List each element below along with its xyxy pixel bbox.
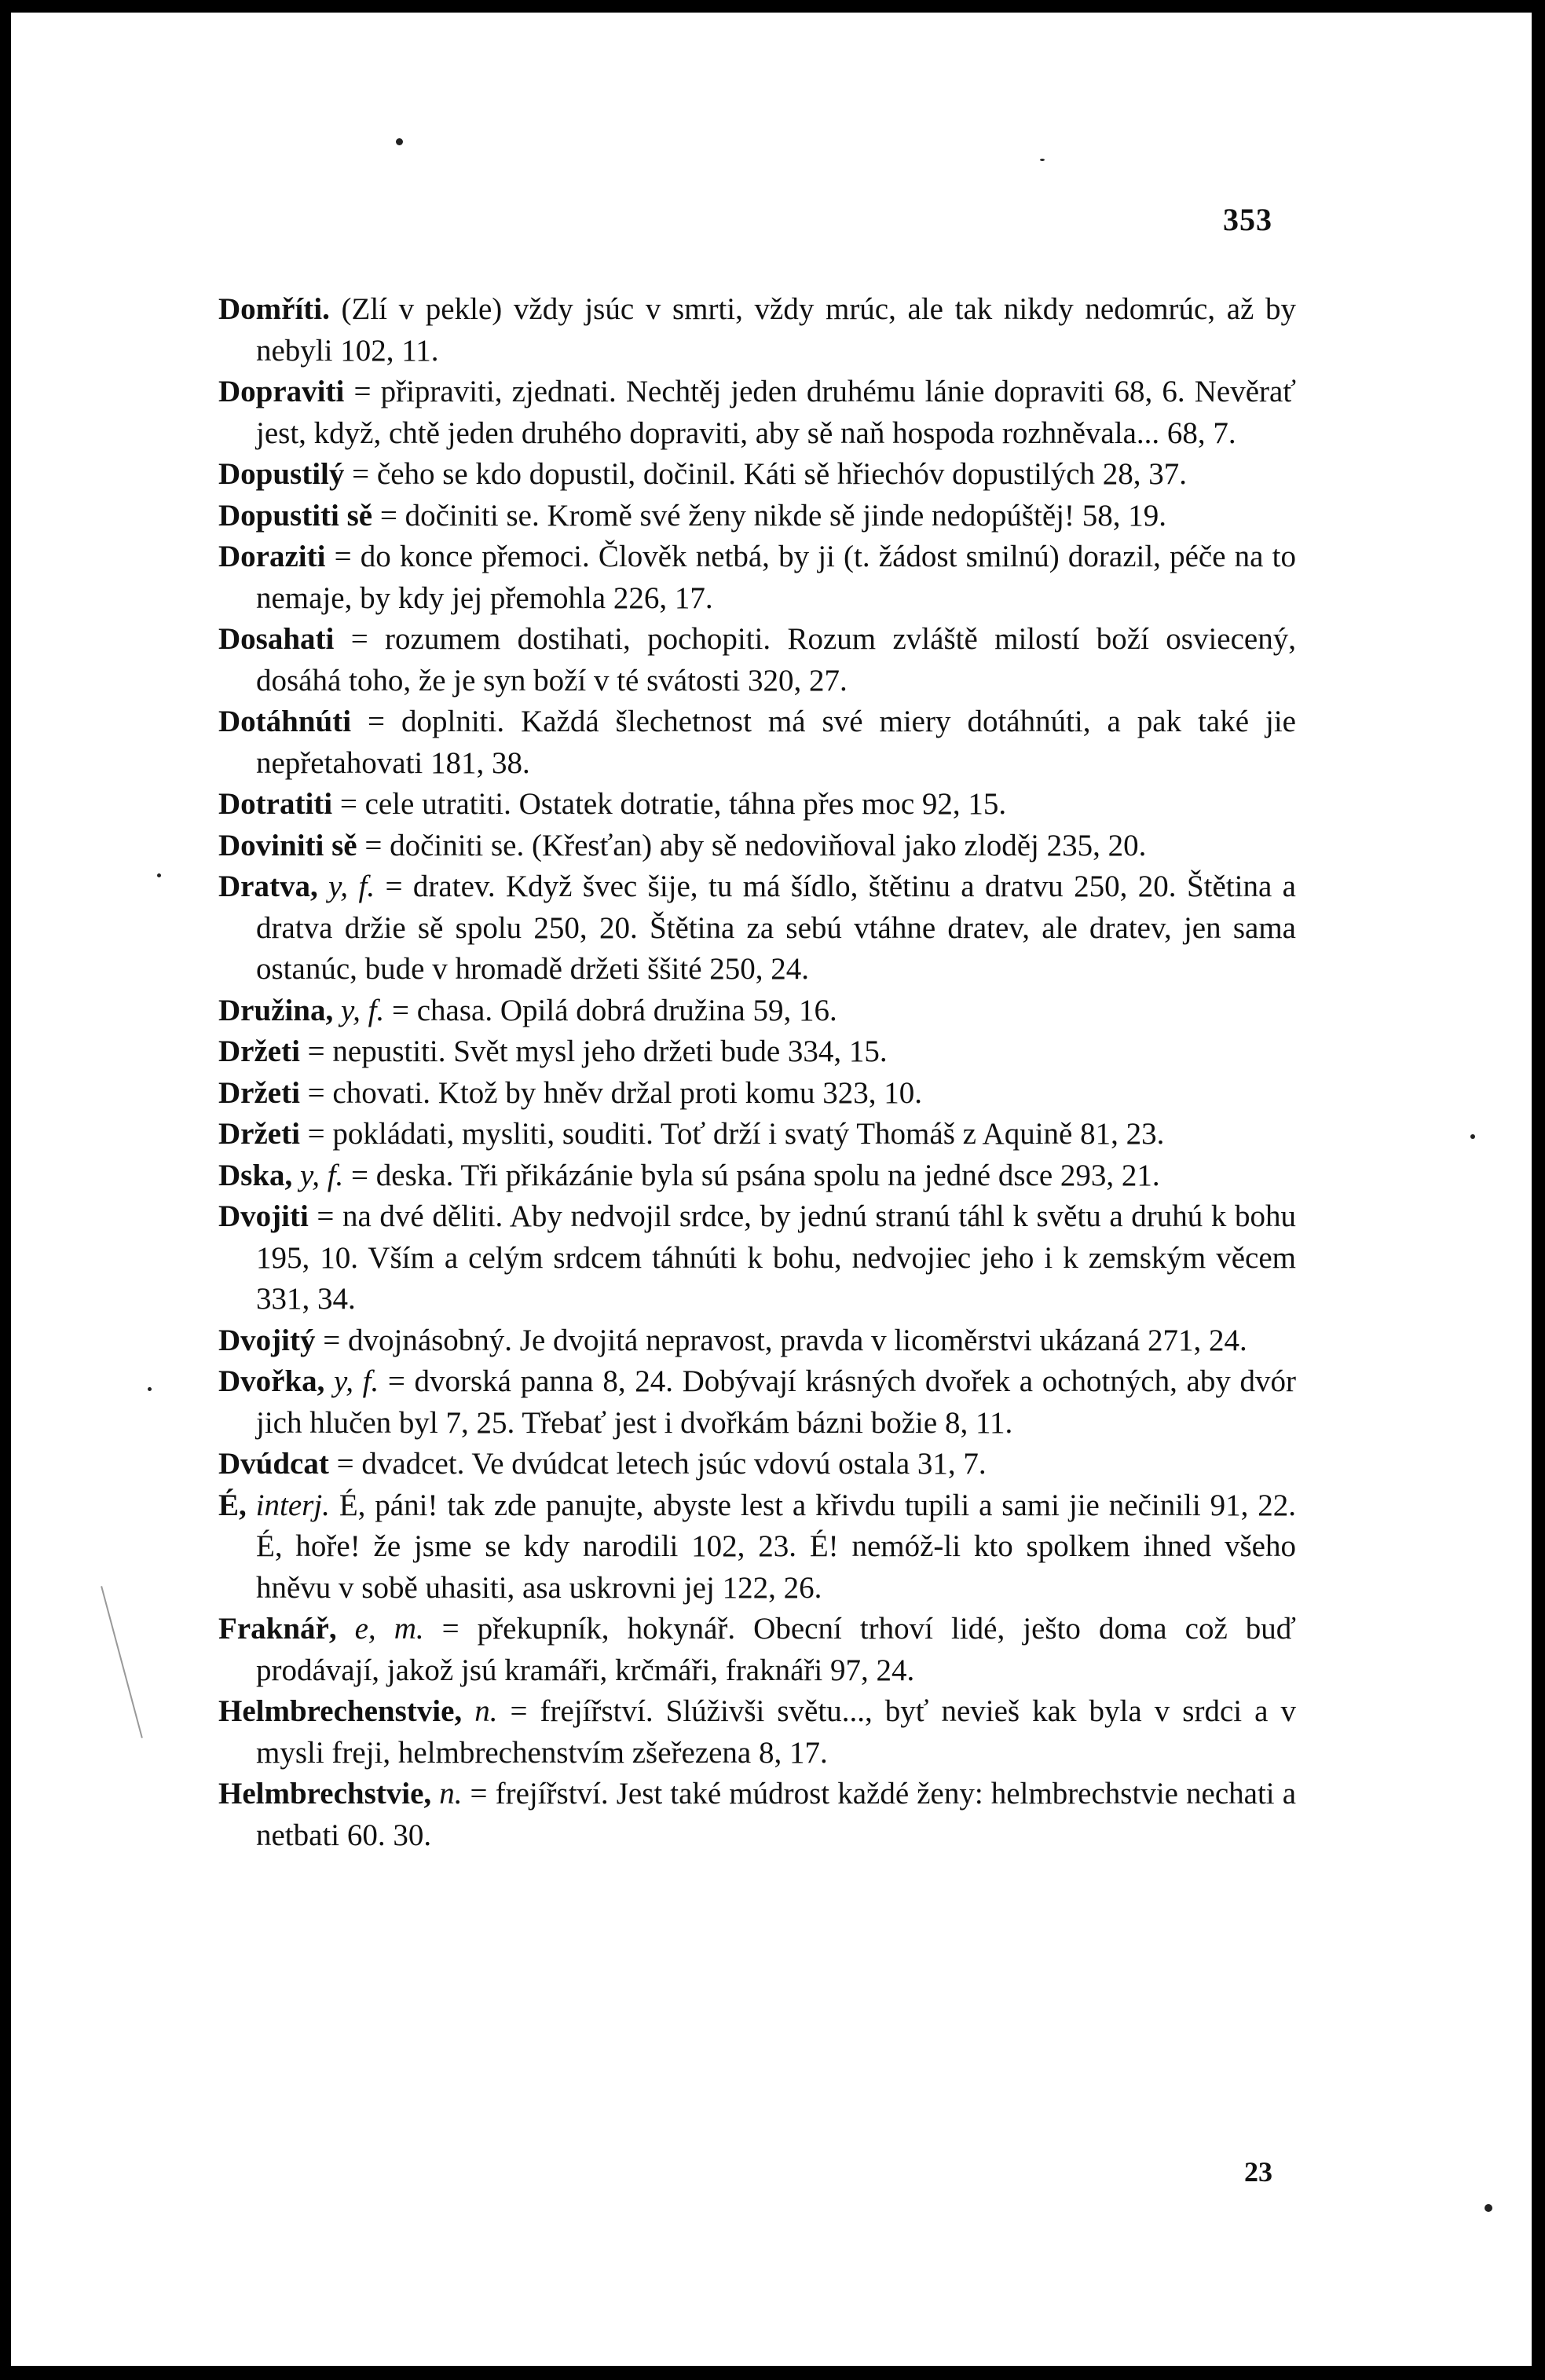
definition: = cele utratiti. Ostatek dotratie, táhna přes moc 92, 15.	[332, 787, 1007, 821]
headword: Dopraviti	[218, 375, 345, 408]
headword: Helmbrechstvie,	[218, 1777, 432, 1811]
dictionary-entry	[218, 990, 1296, 1032]
dictionary-entry	[218, 1609, 1296, 1691]
definition: (Zlí v pekle) vždy jsúc v smrti, vždy mrúc, ale tak nikdy nedomrúc, až by nebyli 102, 11.	[256, 292, 1296, 368]
headword: Dvořka,	[218, 1364, 325, 1398]
headword: Držeti	[218, 1034, 300, 1068]
dictionary-entry	[218, 701, 1296, 784]
definition: = překupník, hokynář. Obecní trhoví lidé, ješto doma což buď prodávají, jakož jsú kramáři, krčmáři, fraknáři 97, 24.	[256, 1612, 1296, 1687]
definition: = frejířství. Slúživši světu..., byť nevieš kak byla v srdci a v mysli freji, helmbrechenstvím zšeřezena 8, 17.	[256, 1694, 1297, 1770]
grammar-note: y, f.	[324, 1364, 379, 1398]
headword: Dvúdcat	[218, 1447, 329, 1481]
scan-speck	[396, 138, 403, 145]
scan-speck	[148, 1387, 152, 1391]
dictionary-entry	[218, 866, 1296, 990]
signature-mark: 23	[1244, 2156, 1272, 2188]
dictionary-entry	[218, 1361, 1296, 1444]
headword: É,	[218, 1488, 247, 1522]
dictionary-entry	[218, 496, 1296, 537]
scan-speck	[1470, 1134, 1475, 1139]
dictionary-entry	[218, 1031, 1296, 1073]
headword: Dratva,	[218, 870, 318, 903]
headword: Dopustilý	[218, 457, 345, 491]
grammar-note: e, m.	[336, 1612, 424, 1646]
grammar-note: y, f.	[333, 993, 385, 1027]
scan-edge-mark	[101, 1586, 143, 1738]
headword: Dotáhnúti	[218, 705, 352, 738]
headword: Dska,	[218, 1158, 293, 1192]
dictionary-entry	[218, 289, 1296, 372]
definition: = čeho se kdo dopustil, dočinil. Káti sě hřiechóv dopustilých 28, 37.	[344, 457, 1188, 491]
headword: Držeti	[218, 1117, 300, 1151]
definition: = deska. Tři přikázánie byla sú psána spolu na jedné dsce 293, 21.	[343, 1158, 1160, 1192]
grammar-note: y, f.	[292, 1158, 344, 1192]
headword: Fraknář,	[218, 1612, 337, 1646]
dictionary-entry	[218, 1155, 1296, 1197]
definition: = na dvé děliti. Aby nedvojil srdce, by jednú stranú táhl k světu a druhú k bohu 195, 10. Vším a celým srdcem táhnúti k bohu, nedvojiec jeho i k zemským věcem 331, 34.	[256, 1199, 1296, 1316]
headword: Držeti	[218, 1075, 300, 1110]
dictionary-entry	[218, 536, 1296, 619]
definition: É, páni! tak zde panujte, abyste lest a křivdu tupili a sami jie nečinili 91, 22. É, hoře! že jsme se kdy narodili 102, 23. É! nemóž-li kto spolkem ihned všeho hněvu v sobě uhasiti, asa uskrovni jej 122, 26.	[256, 1488, 1296, 1605]
dictionary-entry	[218, 1114, 1296, 1155]
grammar-note: y, f.	[317, 870, 375, 903]
dictionary-entry	[218, 372, 1296, 454]
definition: = dvorská panna 8, 24. Dobývají krásných dvořek a ochotných, aby dvór jich hlučen byl 7, 25. Třebať jest i dvořkám bázni božie 8, 11.	[256, 1364, 1296, 1440]
scan-speck	[1040, 159, 1045, 161]
headword: Dvojitý	[218, 1323, 316, 1357]
definition: = dvojnásobný. Je dvojitá nepravost, pravda v licoměrstvi ukázaná 271, 24.	[315, 1323, 1247, 1357]
definition: = chasa. Opilá dobrá družina 59, 16.	[384, 993, 837, 1027]
definition: = nepustiti. Svět mysl jeho držeti bude 334, 15.	[299, 1034, 888, 1068]
dictionary-entry	[218, 1485, 1296, 1609]
dictionary-entry	[218, 784, 1296, 826]
definition: = dvadcet. Ve dvúdcat letech jsúc vdovú ostala 31, 7.	[328, 1447, 987, 1481]
headword: Dosahati	[218, 622, 335, 656]
dictionary-entries	[218, 289, 1296, 1856]
definition: = chovati. Ktož by hněv držal proti komu 323, 10.	[299, 1075, 923, 1110]
dictionary-entry	[218, 1444, 1296, 1485]
headword: Doraziti	[218, 540, 326, 573]
definition: = připraviti, zjednati. Nechtěj jeden druhému lánie dopraviti 68, 6. Nevěrať jest, když, chtě jeden druhého dopraviti, aby sě naň hospoda rozhněvala... 68, 7.	[256, 375, 1296, 450]
definition: = dočiniti se. Kromě své ženy nikde sě jinde nedopúštěj! 58, 19.	[372, 498, 1166, 533]
page-number: 353	[1223, 202, 1272, 237]
dictionary-entry	[218, 1073, 1296, 1115]
dictionary-entry	[218, 1774, 1296, 1856]
grammar-note: interj.	[246, 1488, 330, 1522]
book-page	[11, 13, 1532, 2366]
headword: Dopustiti sě	[218, 498, 373, 533]
grammar-note: n.	[462, 1694, 498, 1728]
dictionary-entry	[218, 1196, 1296, 1320]
grammar-note: n.	[431, 1777, 463, 1811]
headword: Družina,	[218, 993, 334, 1027]
headword: Doviniti sě	[218, 828, 357, 862]
dictionary-entry	[218, 826, 1296, 867]
headword: Helmbrechenstvie,	[218, 1694, 463, 1728]
scan-speck	[1485, 2204, 1492, 2212]
headword: Domříti.	[218, 292, 330, 326]
definition: = rozumem dostihati, pochopiti. Rozum zvláště milostí boží osviecený, dosáhá toho, že je syn boží v té svátosti 320, 27.	[256, 622, 1296, 698]
definition: = dratev. Když švec šije, tu má šídlo, štětinu a dratvu 250, 20. Štětina a dratva držie sě spolu 250, 20. Štětina za sebú vtáhne dratev, ale dratev, jen sama ostanúc, bude v hromadě držeti ššité 250, 24.	[256, 870, 1296, 986]
definition: = dočiniti se. (Křesťan) aby sě nedoviňoval jako zloděj 235, 20.	[357, 828, 1147, 862]
definition: = frejířství. Jest také múdrost každé ženy: helmbrechstvie nechati a netbati 60. 30.	[256, 1777, 1297, 1852]
dictionary-entry	[218, 454, 1296, 496]
dictionary-entry	[218, 1320, 1296, 1362]
definition: = do konce přemoci. Člověk netbá, by ji (t. žádost smilnú) dorazil, péče na to nemaje, by kdy jej přemohla 226, 17.	[256, 540, 1296, 615]
definition: = doplniti. Každá šlechetnost má své miery dotáhnúti, a pak také jie nepřetahovati 181, 38.	[256, 705, 1296, 780]
headword: Dvojiti	[218, 1199, 309, 1233]
headword: Dotratiti	[218, 787, 333, 821]
definition: = pokládati, mysliti, souditi. Toť drží i svatý Thomáš z Aquině 81, 23.	[299, 1117, 1165, 1151]
scan-speck	[157, 873, 161, 877]
dictionary-entry	[218, 619, 1296, 701]
dictionary-entry	[218, 1691, 1296, 1774]
